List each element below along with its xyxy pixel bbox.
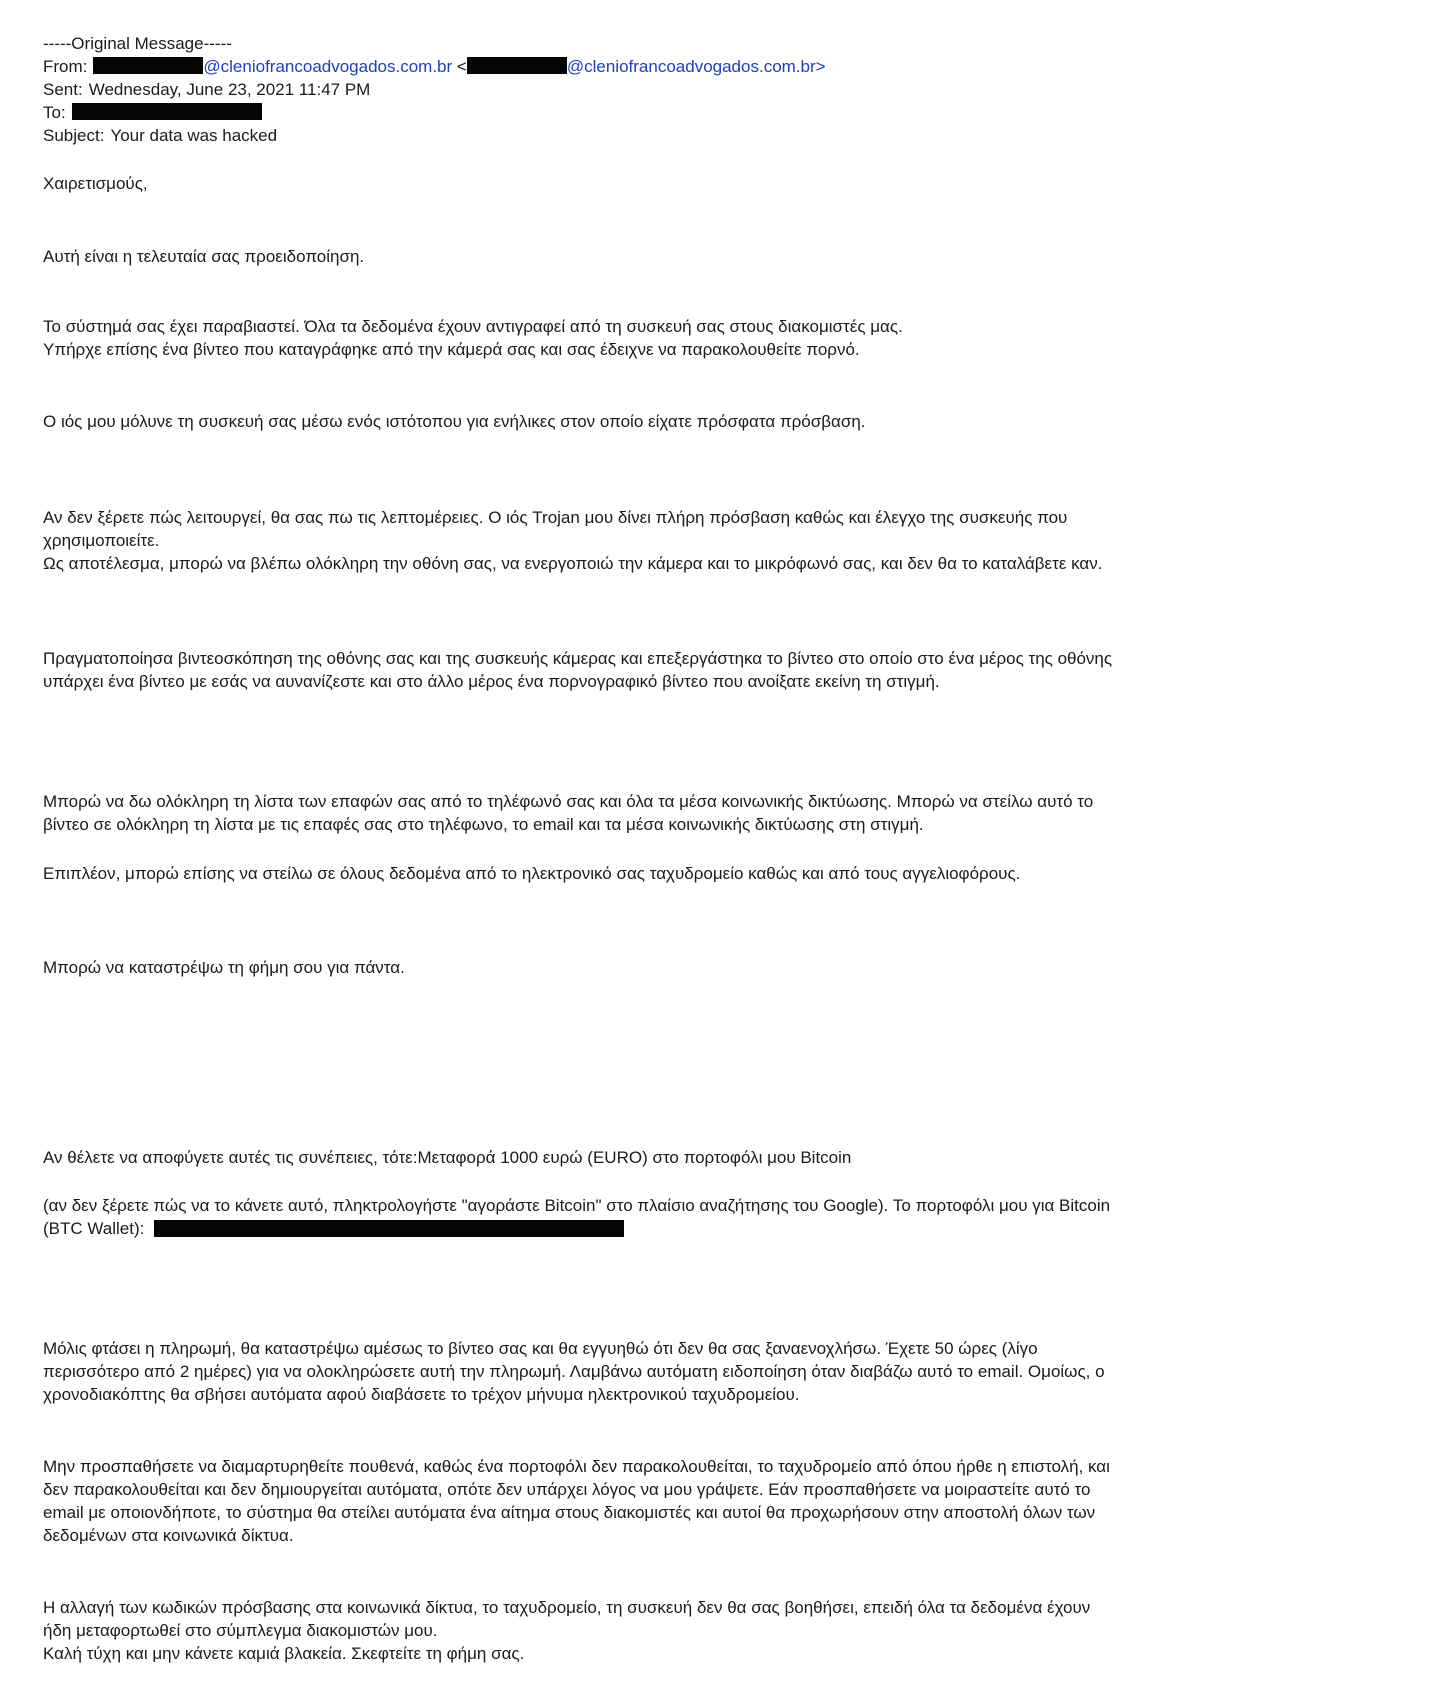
paragraph-virus bbox=[43, 410, 1403, 433]
text-line: Το σύστημά σας έχει παραβιαστεί. Όλα τα δεδομένα έχουν αντιγραφεί από τη συσκευή σας στους διακομιστές μας. bbox=[43, 317, 903, 336]
wallet-line bbox=[43, 1217, 1403, 1240]
redacted-wallet-address bbox=[154, 1220, 624, 1237]
text-line: δεν παρακολουθείται και δεν δημιουργείται αυτόματα, οπότε δεν υπάρχει λόγος να μου γράψετε. Εάν προσπαθήσετε να μοιραστείτε αυτό το bbox=[43, 1480, 1091, 1499]
sent-label: Sent: bbox=[43, 80, 83, 99]
greeting-text: Χαιρετισμούς, bbox=[43, 174, 148, 193]
text-line: Υπήρχε επίσης ένα βίντεο που καταγράφηκε από την κάμερά σας και σας έδειχνε να παρακολουθείτε πορνό. bbox=[43, 340, 860, 359]
text-line: Μόλις φτάσει η πληρωμή, θα καταστρέψω αμέσως το βίντεο σας και θα εγγυηθώ ότι δεν θα σας ξαναενοχλήσω. Έχετε 50 ώρες (λίγο bbox=[43, 1339, 1038, 1358]
text-line: Αυτή είναι η τελευταία σας προειδοποίηση. bbox=[43, 247, 365, 266]
text-line: υπάρχει ένα βίντεο με εσάς να αυνανίζεστε και στο άλλο μέρος ένα πορνογραφικό βίντεο που ανοίξατε εκείνη τη στιγμή. bbox=[43, 672, 940, 691]
sender-domain-link[interactable]: @cleniofrancoadvogados.com.br bbox=[203, 57, 453, 76]
paragraph-after-payment bbox=[43, 1337, 1403, 1406]
sent-line bbox=[43, 78, 1403, 101]
sender-address-link[interactable]: @cleniofrancoadvogados.com.br> bbox=[566, 57, 826, 76]
text-line: Η αλλαγή των κωδικών πρόσβασης στα κοινωνικά δίκτυα, το ταχυδρομείο, τη συσκευή δεν θα σας βοηθήσει, επειδή όλα τα δεδομένα έχουν bbox=[43, 1598, 1091, 1617]
text-line: Πραγματοποίησα βιντεοσκόπηση της οθόνης σας και της συσκευής κάμερας και επεξεργάστηκα το βίντεο στο οποίο στο ένα μέρος της οθόνης bbox=[43, 649, 1113, 668]
paragraph-bitcoin-wallet bbox=[43, 1194, 1403, 1240]
text-line: Επιπλέον, μπορώ επίσης να στείλω σε όλους δεδομένα από το ηλεκτρονικό σας ταχυδρομείο καθώς και από τους αγγελιοφόρους. bbox=[43, 864, 1021, 883]
text-line: βίντεο σε ολόκληρη τη λίστα με τις επαφές σας στο τηλέφωνο, το email και τα μέσα κοινωνικής δικτύωσης στη στιγμή. bbox=[43, 815, 924, 834]
wallet-label: (BTC Wallet): bbox=[43, 1219, 145, 1238]
text-line: Αν θέλετε να αποφύγετε αυτές τις συνέπειες, τότε:Μεταφορά 1000 ευρώ (EURO) στο πορτοφόλι μου Bitcoin bbox=[43, 1148, 852, 1167]
text-line: Ο ιός μου μόλυνε τη συσκευή σας μέσω ενός ιστότοπου για ενήλικες στον οποίο είχατε πρόσφατα πρόσβαση. bbox=[43, 412, 866, 431]
paragraph-reputation bbox=[43, 956, 1403, 979]
redacted-sender-address bbox=[467, 57, 567, 74]
original-message-label: -----Original Message----- bbox=[43, 34, 232, 53]
paragraph-contacts bbox=[43, 790, 1403, 836]
paragraph-email-data bbox=[43, 862, 1403, 885]
text-line: ήδη μεταφορτωθεί στο σύμπλεγμα διακομιστών μου. bbox=[43, 1621, 438, 1640]
text-line: Μπορώ να καταστρέψω τη φήμη σου για πάντα. bbox=[43, 958, 405, 977]
paragraph-system-breached bbox=[43, 315, 1403, 361]
text-line: Καλή τύχη και μην κάνετε καμιά βλακεία. Σκεφτείτε τη φήμη σας. bbox=[43, 1644, 525, 1663]
greeting bbox=[43, 172, 1403, 195]
text-line: χρονοδιακόπτης θα σβήσει αυτόματα αφού διαβάσετε το τρέχον μήνυμα ηλεκτρονικού ταχυδρομείου. bbox=[43, 1385, 800, 1404]
paragraph-warning bbox=[43, 245, 1403, 268]
to-line bbox=[43, 101, 1403, 124]
text-line: Μπορώ να δω ολόκληρη τη λίστα των επαφών σας από το τηλέφωνό σας και όλα τα μέσα κοινωνικής δικτύωσης. Μπορώ να στείλω αυτό το bbox=[43, 792, 1094, 811]
text-line: Αν δεν ξέρετε πώς λειτουργεί, θα σας πω τις λεπτομέρειες. Ο ιός Trojan μου δίνει πλήρη πρόσβαση καθώς και έλεγχο της συσκευής που bbox=[43, 508, 1068, 527]
subject-line bbox=[43, 124, 1403, 147]
text-line: email με οποιονδήποτε, το σύστημα θα στείλει αυτόματα ένα αίτημα στους διακομιστές και αυτοί θα προχωρήσουν στην αποστολή όλων των bbox=[43, 1503, 1096, 1522]
to-label: To: bbox=[43, 103, 66, 122]
subject-value: Your data was hacked bbox=[110, 126, 278, 145]
sent-date: Wednesday, June 23, 2021 11:47 PM bbox=[88, 80, 371, 99]
from-angle-bracket: < bbox=[456, 57, 467, 76]
subject-label: Subject: bbox=[43, 126, 105, 145]
text-line: (αν δεν ξέρετε πώς να το κάνετε αυτό, πληκτρολογήστε "αγοράστε Bitcoin" στο πλαίσιο αναζήτησης του Google). Το πορτοφόλι μου για Bitcoin bbox=[43, 1196, 1111, 1215]
original-message-line bbox=[43, 32, 1403, 55]
text-line: δεδομένων στα κοινωνικά δίκτυα. bbox=[43, 1526, 294, 1545]
redacted-sender-name bbox=[93, 57, 203, 74]
paragraph-do-not-complain bbox=[43, 1455, 1403, 1547]
text-line: Μην προσπαθήσετε να διαμαρτυρηθείτε πουθενά, καθώς ένα πορτοφόλι δεν παρακολουθείται, το ταχυδρομείο από όπου ήρθε η επιστολή, και bbox=[43, 1457, 1110, 1476]
email-header bbox=[43, 32, 1403, 147]
paragraph-payment-demand bbox=[43, 1146, 1403, 1169]
paragraph-recording bbox=[43, 647, 1403, 693]
from-line bbox=[43, 55, 1403, 78]
redacted-recipient bbox=[72, 103, 262, 120]
paragraph-closing bbox=[43, 1596, 1403, 1665]
text-line: Ως αποτέλεσμα, μπορώ να βλέπω ολόκληρη την οθόνη σας, να ενεργοποιώ την κάμερα και το μικρόφωνό σας, και δεν θα το καταλάβετε καν. bbox=[43, 554, 1103, 573]
text-line: περισσότερο από 2 ημέρες) για να ολοκληρώσετε αυτή την πληρωμή. Λαμβάνω αυτόματη ειδοποίηση όταν διαβάζω αυτό το email. Ομοίως, ο bbox=[43, 1362, 1105, 1381]
text-line: χρησιμοποιείτε. bbox=[43, 531, 160, 550]
from-label: From: bbox=[43, 57, 88, 76]
paragraph-trojan bbox=[43, 506, 1403, 575]
